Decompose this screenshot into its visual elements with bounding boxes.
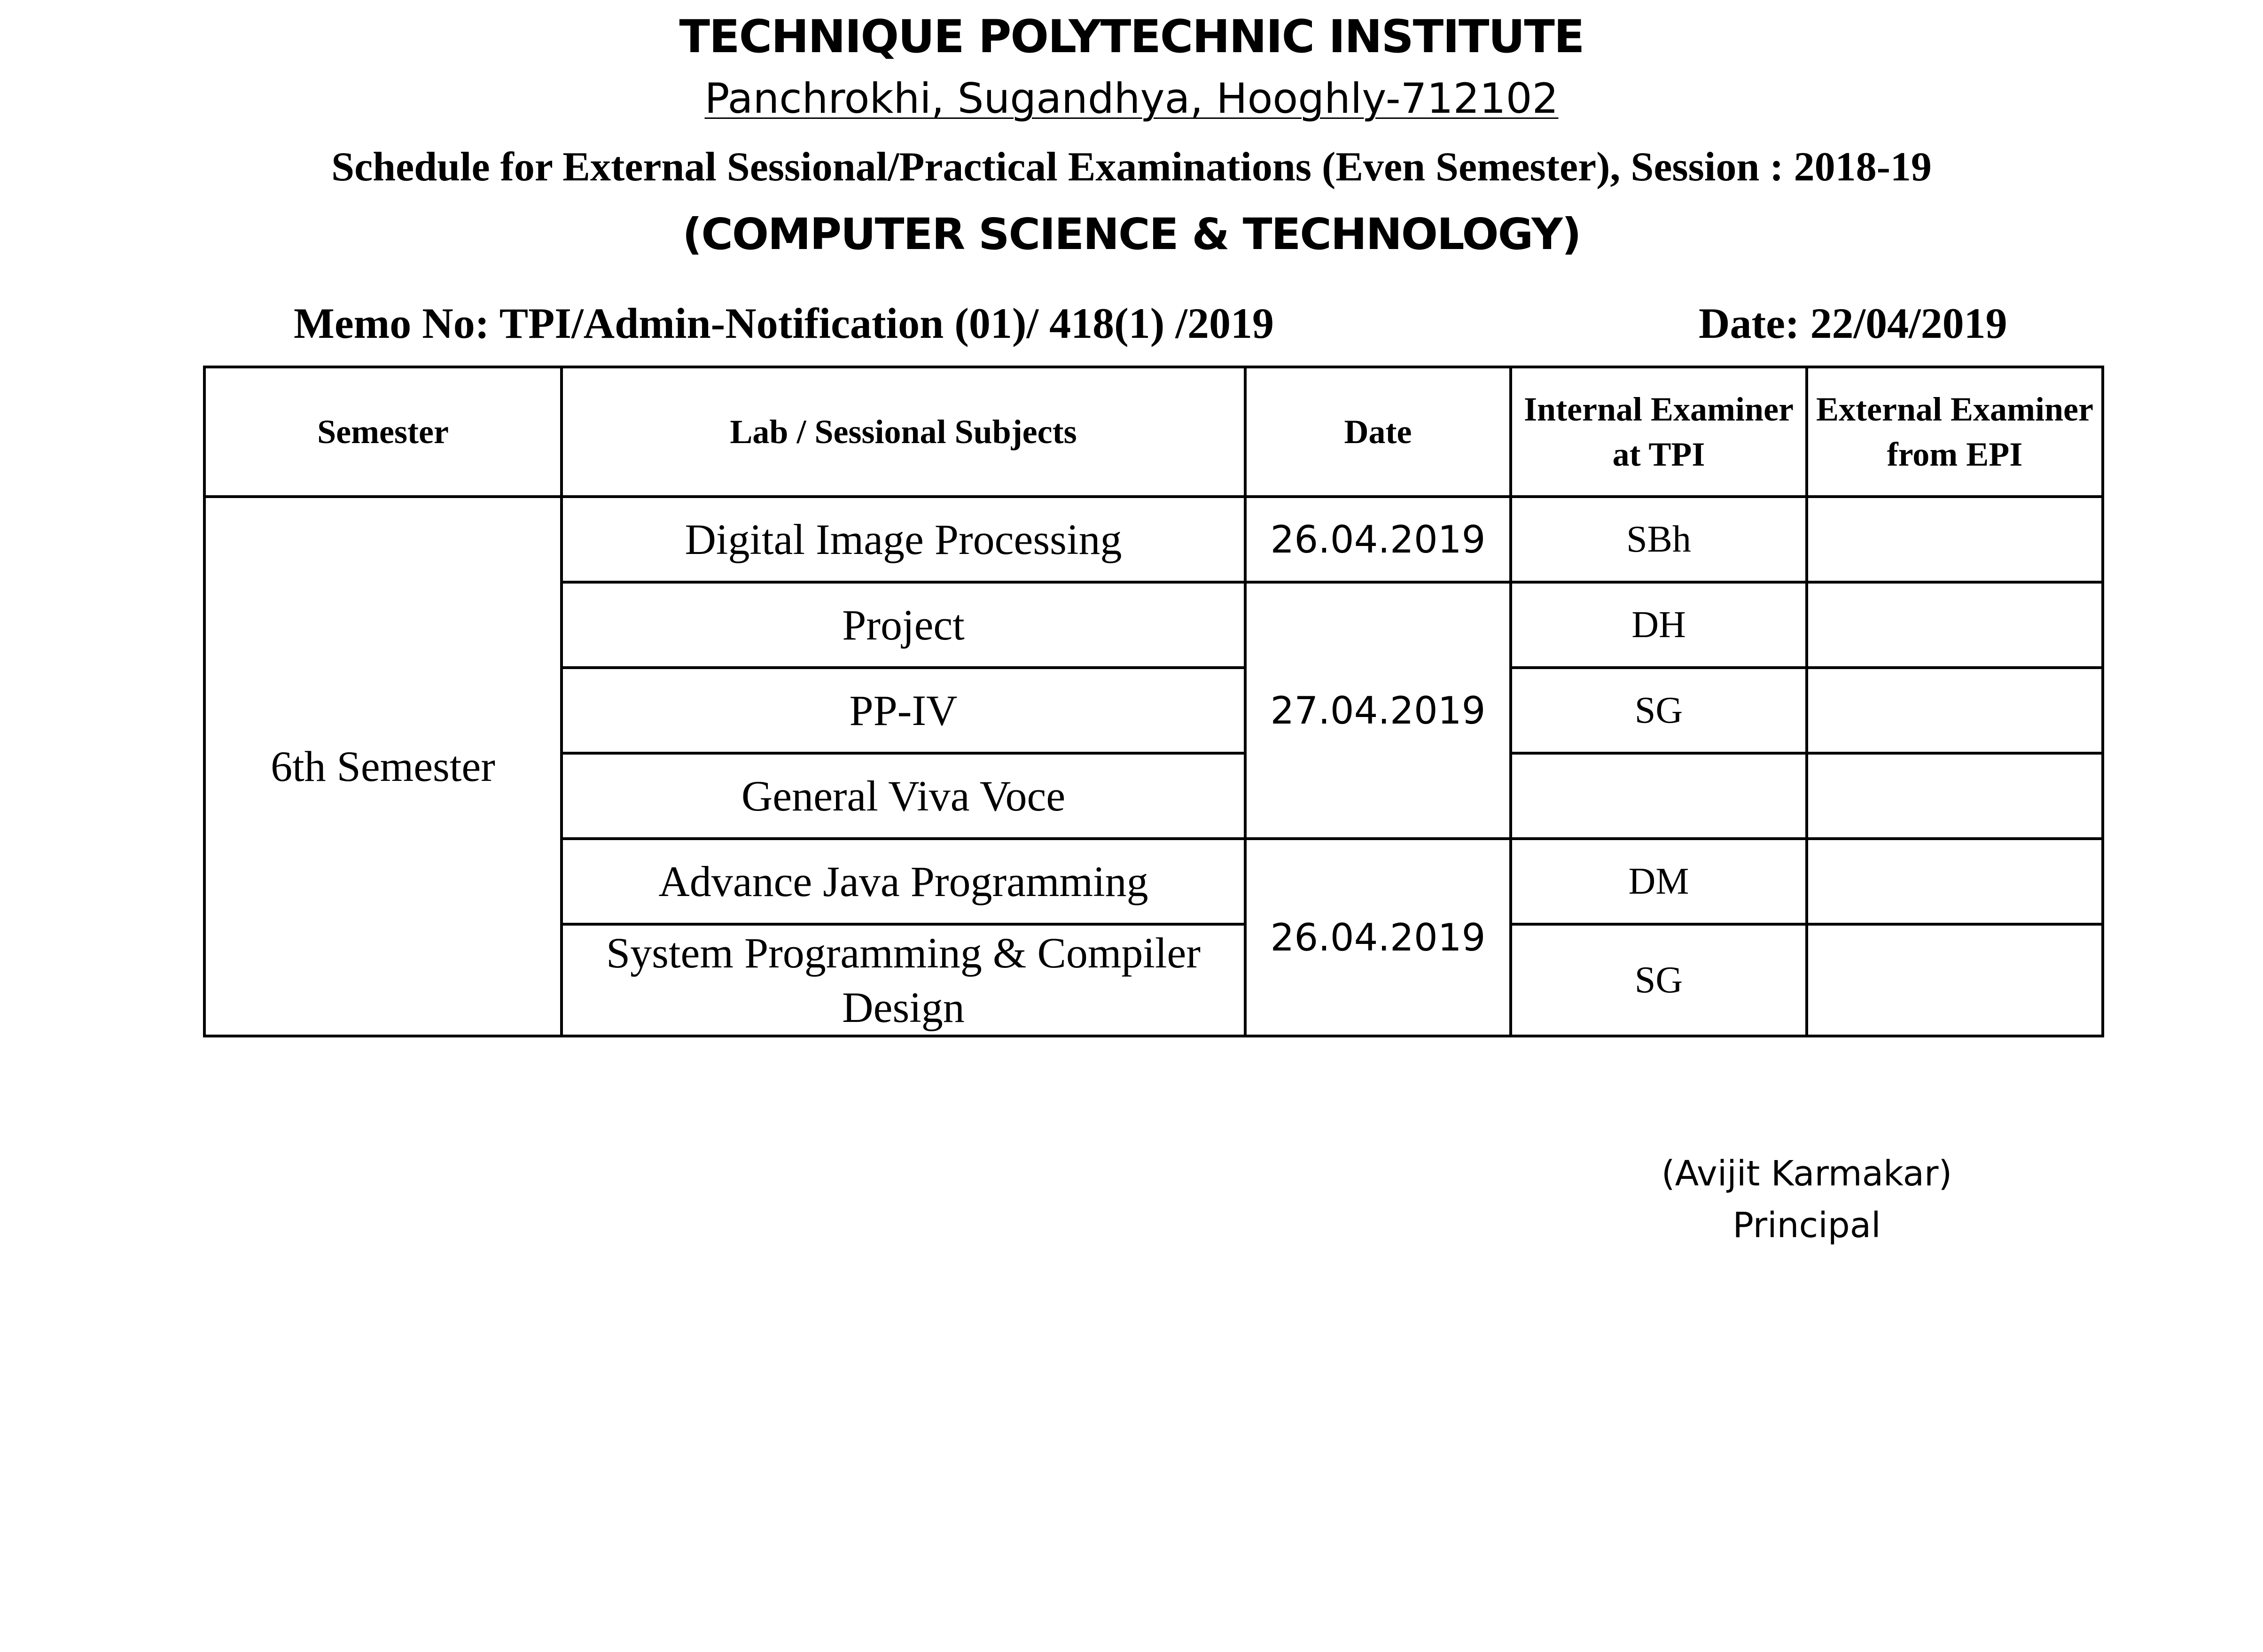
external-examiner-cell <box>1807 497 2103 582</box>
subject-cell: Project <box>562 582 1245 668</box>
external-examiner-cell <box>1807 924 2103 1036</box>
date-cell: 26.04.2019 <box>1245 839 1511 1036</box>
exam-schedule-table <box>203 366 2104 1037</box>
internal-examiner-cell: DH <box>1511 582 1807 668</box>
department-title: (COMPUTER SCIENCE & TECHNOLOGY) <box>682 209 1581 259</box>
institute-address <box>0 74 2263 123</box>
memo-date: Date: 22/04/2019 <box>1699 299 2007 347</box>
header-date: Date <box>1245 367 1511 497</box>
internal-examiner-cell: SBh <box>1511 497 1807 582</box>
external-examiner-cell <box>1807 668 2103 753</box>
memo-number: Memo No: TPI/Admin-Notification (01)/ 418(1) /2019 <box>294 299 1274 347</box>
external-examiner-cell <box>1807 753 2103 839</box>
table-header-row <box>204 367 2103 497</box>
semester-cell: 6th Semester <box>204 497 562 1036</box>
date-cell: 26.04.2019 <box>1245 497 1511 582</box>
subject-cell: System Programming & Compiler Design <box>562 924 1245 1036</box>
subject-cell: Advance Java Programming <box>562 839 1245 924</box>
institute-name: TECHNIQUE POLYTECHNIC INSTITUTE <box>679 10 1584 63</box>
internal-examiner-cell <box>1511 753 1807 839</box>
schedule-title: Schedule for External Sessional/Practical Examinations (Even Semester), Session : 2018-19 <box>331 144 1932 190</box>
signatory-title: Principal <box>1732 1205 1881 1246</box>
date-cell: 27.04.2019 <box>1245 582 1511 839</box>
subject-cell: Digital Image Processing <box>562 497 1245 582</box>
address-text: Panchrokhi, Sugandhya, Hooghly-712102 <box>704 74 1559 123</box>
internal-examiner-cell: SG <box>1511 924 1807 1036</box>
subject-cell: General Viva Voce <box>562 753 1245 839</box>
header-semester: Semester <box>204 367 562 497</box>
subject-cell: PP-IV <box>562 668 1245 753</box>
header-internal-examiner: Internal Examiner at TPI <box>1511 367 1807 497</box>
table-row <box>204 497 2103 582</box>
signatory-name: (Avijit Karmakar) <box>1661 1153 1952 1194</box>
external-examiner-cell <box>1807 839 2103 924</box>
internal-examiner-cell: DM <box>1511 839 1807 924</box>
internal-examiner-cell: SG <box>1511 668 1807 753</box>
external-examiner-cell <box>1807 582 2103 668</box>
header-subjects: Lab / Sessional Subjects <box>562 367 1245 497</box>
header-external-examiner: External Examiner from EPI <box>1807 367 2103 497</box>
